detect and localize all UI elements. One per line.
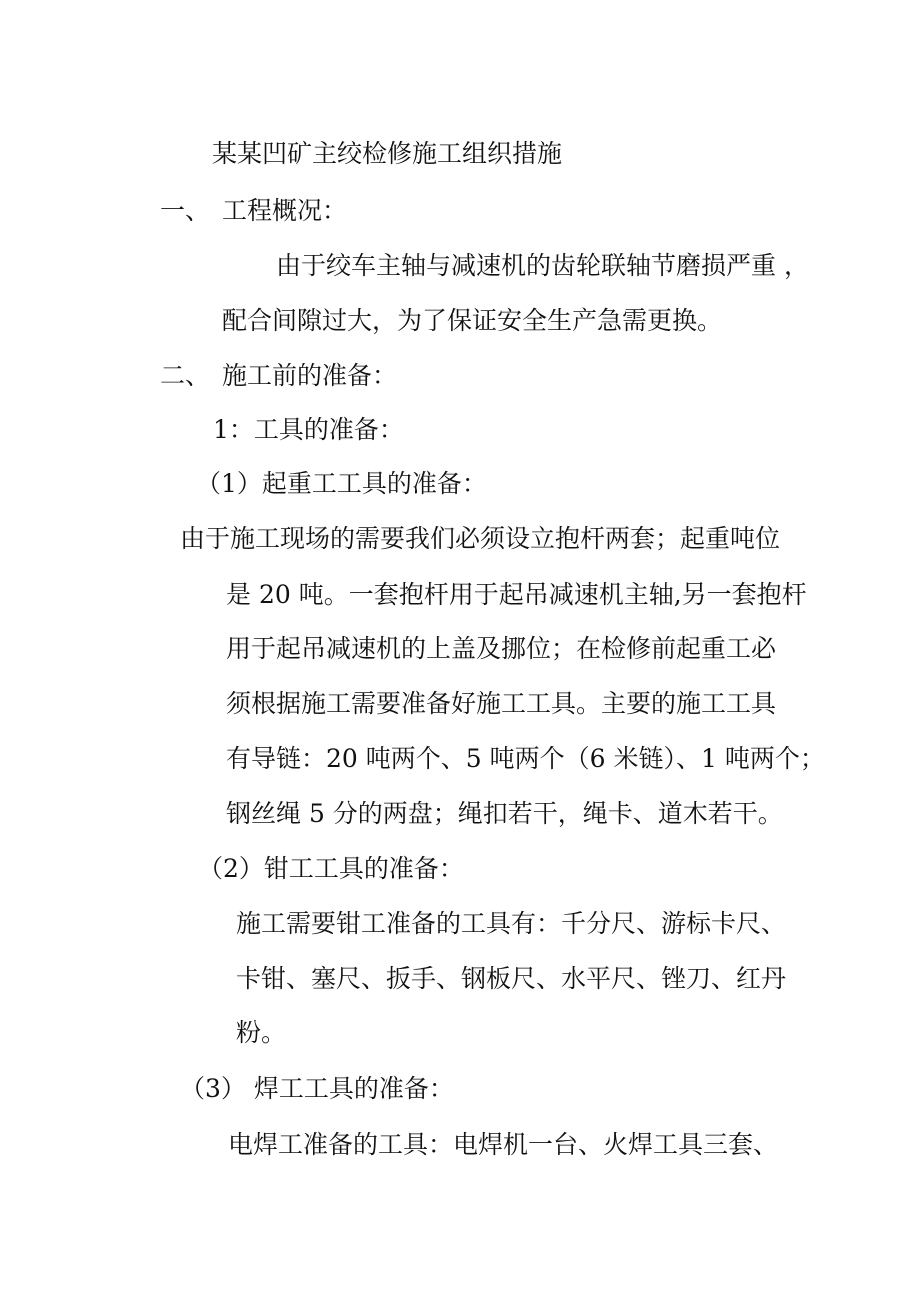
- item2-heading: （2）钳工工具的准备：: [198, 854, 464, 883]
- item1-line: 是 20 吨。一套抱杆用于起吊减速机主轴,另一套抱杆: [226, 580, 807, 609]
- item1-line: 由于施工现场的需要我们必须设立抱杆两套；起重吨位: [180, 524, 781, 553]
- item1-heading: （1）起重工工具的准备：: [196, 469, 487, 498]
- item1-line: 钢丝绳 5 分的两盘；绳扣若干，绳卡、道木若干。: [226, 799, 783, 828]
- section1-number: 一、: [160, 196, 211, 225]
- item2-line: 卡钳、塞尺、扳手、钢板尺、水平尺、锉刀、红丹: [236, 964, 787, 993]
- item3-line: 电焊工准备的工具：电焊机一台、火焊工具三套、: [228, 1130, 779, 1159]
- item2-line: 粉。: [236, 1018, 287, 1047]
- item1-line: 须根据施工需要准备好施工工具。主要的施工工具: [226, 689, 777, 718]
- subsection-tools-heading: 1：工具的准备：: [213, 415, 404, 444]
- item3-heading: （3） 焊工工具的准备：: [180, 1074, 454, 1103]
- item1-line: 有导链：20 吨两个、5 吨两个（6 米链）、1 吨两个；: [226, 744, 825, 773]
- section2-number: 二、: [160, 361, 211, 390]
- section1-paragraph-line: 配合间隙过大，为了保证安全生产急需更换。: [222, 306, 723, 335]
- item1-line: 用于起吊减速机的上盖及挪位；在检修前起重工必: [226, 634, 777, 663]
- item2-line: 施工需要钳工准备的工具有：千分尺、游标卡尺、: [236, 909, 787, 938]
- section1-heading: 工程概况：: [222, 196, 348, 225]
- document-title: 某某凹矿主绞检修施工组织措施: [212, 139, 563, 168]
- section1-paragraph-line: 由于绞车主轴与减速机的齿轮联轴节磨损严重 ，: [276, 251, 809, 280]
- section2-heading: 施工前的准备：: [222, 361, 398, 390]
